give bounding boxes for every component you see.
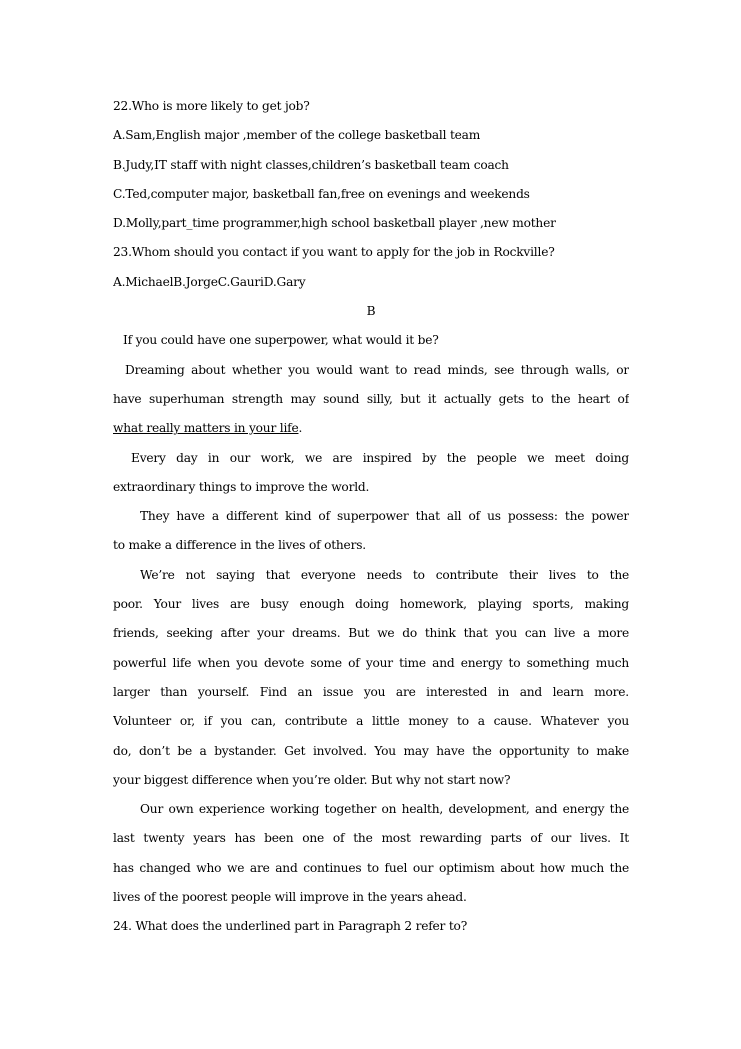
option-22-b: B.Judy,IT staff with night classes,children’s basketball team coach — [113, 157, 509, 172]
document-page — [113, 92, 629, 942]
option-22-a: A.Sam,English major ,member of the college basketball team — [113, 128, 481, 143]
paragraph-5-line: powerful life when you devote some of your time and energy to something much — [113, 655, 629, 670]
paragraph-4-line: They have a different kind of superpower that all of us possess: the power — [140, 509, 629, 524]
question-22: 22.Who is more likely to get job? — [113, 99, 310, 113]
paragraph-1: If you could have one superpower, what would it be? — [123, 333, 439, 348]
paragraph-5-line: We’re not saying that everyone needs to contribute their lives to the — [140, 567, 629, 582]
paragraph-6-line: lives of the poorest people will improve in the years ahead. — [113, 890, 467, 905]
paragraph-5-line: friends, seeking after your dreams. But we do think that you can live a more — [113, 626, 629, 641]
paragraph-2-line: have superhuman strength may sound silly, but it actually gets to the heart of — [113, 391, 629, 406]
paragraph-5-line: do, don’t be a bystander. Get involved. You may have the opportunity to make — [113, 743, 629, 758]
paragraph-2-period: . — [298, 421, 303, 436]
question-24: 24. What does the underlined part in Paragraph 2 refer to? — [113, 919, 468, 934]
paragraph-5-line: Volunteer or, if you can, contribute a little money to a cause. Whatever you — [113, 714, 629, 729]
paragraph-5-line: poor. Your lives are busy enough doing homework, playing sports, making — [113, 597, 629, 612]
option-22-d: D.Molly,part_time programmer,high school basketball player ,new mother — [113, 216, 556, 231]
paragraph-3-line: Every day in our work, we are inspired by the people we meet doing — [131, 450, 629, 465]
paragraph-3-line: extraordinary things to improve the world. — [113, 479, 370, 494]
options-23: A.MichaelB.JorgeC.GauriD.Gary — [113, 274, 306, 289]
paragraph-6-line: has changed who we are and continues to fuel our optimism about how much the — [113, 860, 629, 875]
section-label: B — [366, 304, 376, 319]
question-23: 23.Whom should you contact if you want to apply for the job in Rockville? — [113, 245, 555, 260]
underlined-phrase: what really matters in your life — [113, 421, 299, 436]
paragraph-4-line: to make a difference in the lives of others. — [113, 538, 366, 553]
option-22-c: C.Ted,computer major, basketball fan,free on evenings and weekends — [113, 186, 530, 201]
paragraph-6-line: last twenty years has been one of the most rewarding parts of our lives. It — [113, 831, 629, 846]
paragraph-2-line — [113, 414, 629, 443]
paragraph-5-line: your biggest difference when you’re older. But why not start now? — [113, 772, 511, 787]
paragraph-6-line: Our own experience working together on health, development, and energy the — [140, 802, 629, 817]
paragraph-5-line: larger than yourself. Find an issue you are interested in and learn more. — [113, 684, 629, 699]
paragraph-2-line: Dreaming about whether you would want to read minds, see through walls, or — [125, 362, 629, 377]
